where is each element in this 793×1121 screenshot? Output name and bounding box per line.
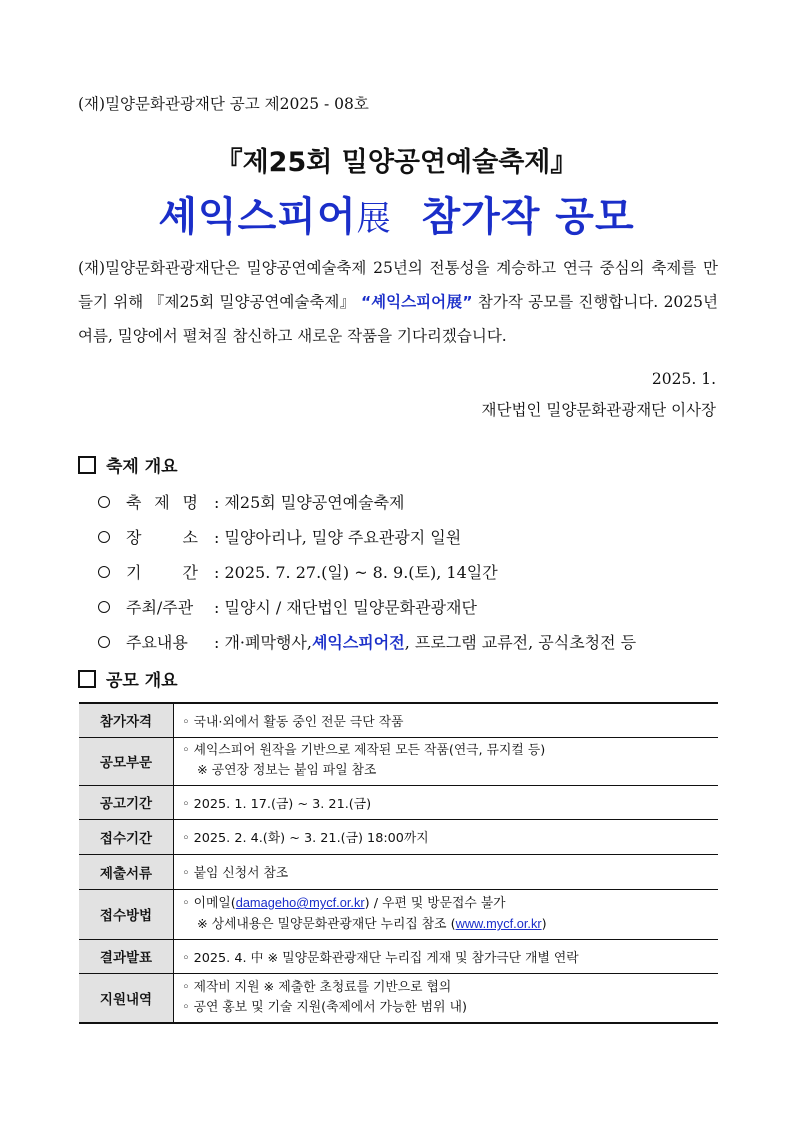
circle-bullet-icon [98, 601, 110, 613]
table-value [174, 737, 719, 785]
intro-part1: (재)밀양문화관광재단은 밀양공연예술축제 25년의 전통성을 계승하고 연극 중심의 축제를 만들기 위해 『제25회 밀양공연예술축제』 [78, 259, 718, 311]
overview-label: 축 제 명 [126, 493, 198, 512]
overview-value: : 밀양시 / 재단법인 밀양문화관광재단 [214, 598, 477, 617]
table-row [79, 973, 718, 1023]
table-row [79, 785, 718, 819]
table-value-line: ◦ 공연 홍보 및 기술 지원(축제에서 가능한 범위 내) [182, 999, 467, 1015]
table-row [79, 889, 718, 939]
list-item [98, 624, 738, 659]
list-item [98, 589, 738, 624]
text-fragment: ) [541, 917, 547, 932]
call-title-main: 셰익스피어 [158, 194, 357, 240]
section-heading-text: 공모 개요 [106, 671, 178, 691]
call-overview-table [79, 702, 718, 1024]
table-row [79, 737, 718, 785]
table-value-line: ◦ 셰익스피어 원작을 기반으로 제작된 모든 작품(연극, 뮤지컬 등) [182, 743, 546, 758]
signer: 재단법인 밀양문화관광재단 이사장 [481, 401, 716, 419]
circle-bullet-icon [98, 636, 110, 648]
table-label: 공모부문 [79, 737, 174, 785]
overview-value-highlight: 셰익스피어전 [311, 633, 405, 652]
call-title [0, 185, 793, 242]
table-value: ◦ 2025. 1. 17.(금) ~ 3. 21.(금) [174, 785, 719, 819]
overview-label: 주최/주관 [126, 598, 194, 617]
table-value: ◦ 2025. 4. 中 ※ 밀양문화관광재단 누리집 게재 및 참가극단 개별 연락 [174, 939, 719, 973]
text-fragment: ※ 상세내용은 밀양문화관광재단 누리집 참조 ( [197, 917, 456, 932]
section-festival-overview-heading [78, 452, 178, 477]
table-value [174, 889, 719, 939]
circle-bullet-icon [98, 496, 110, 508]
table-label: 제출서류 [79, 854, 174, 889]
table-row [79, 939, 718, 973]
intro-paragraph [78, 251, 718, 353]
table-label: 결과발표 [79, 939, 174, 973]
table-value [174, 973, 719, 1023]
table-label: 지원내역 [79, 973, 174, 1023]
list-item [98, 519, 738, 554]
checkbox-square-icon [78, 670, 96, 688]
table-value: ◦ 붙임 신청서 참조 [174, 854, 719, 889]
table-label: 공고기간 [79, 785, 174, 819]
table-row [79, 819, 718, 854]
list-item [98, 484, 738, 519]
section-heading-text: 축제 개요 [106, 457, 178, 477]
table-label: 참가자격 [79, 703, 174, 737]
email-link[interactable]: damageho@mycf.or.kr [235, 895, 365, 910]
section-call-overview-heading [78, 666, 178, 691]
notice-number: (재)밀양문화관광재단 공고 제2025 - 08호 [78, 95, 369, 113]
text-fragment: ) / 우편 및 방문접수 불가 [364, 896, 506, 911]
table-value: ◦ 2025. 2. 4.(화) ~ 3. 21.(금) 18:00까지 [174, 819, 719, 854]
text-fragment: ◦ 이메일( [182, 896, 236, 911]
overview-label: 주요내용 [126, 633, 188, 652]
table-value: ◦ 국내·외에서 활동 중인 전문 극단 작품 [174, 703, 719, 737]
overview-value: : 제25회 밀양공연예술축제 [214, 493, 405, 512]
checkbox-square-icon [78, 456, 96, 474]
website-link[interactable]: www.mycf.or.kr [455, 916, 542, 931]
intro-part2: 참가작 공모를 진행합니다. 2025년 여름, 밀양에서 펼쳐질 참신하고 새로운 작품을 기다리겠습니다. [78, 293, 718, 345]
table-row [79, 854, 718, 889]
festival-overview-list [98, 484, 738, 659]
table-label: 접수기간 [79, 819, 174, 854]
table-row [79, 703, 718, 737]
table-value-line: ◦ 제작비 지원 ※ 제출한 초청료를 기반으로 협의 [182, 979, 452, 995]
overview-value: : 2025. 7. 27.(일) ~ 8. 9.(토), 14일간 [214, 563, 498, 582]
circle-bullet-icon [98, 531, 110, 543]
table-label: 접수방법 [79, 889, 174, 939]
overview-label: 장 소 [126, 528, 198, 547]
list-item [98, 554, 738, 589]
table-value-line [182, 893, 718, 914]
festival-title: 『제25회 밀양공연예술축제』 [215, 147, 578, 178]
overview-value: : 밀양아리나, 밀양 주요관광지 일원 [214, 528, 462, 547]
notice-date: 2025. 1. [651, 370, 716, 388]
overview-label: 기 간 [126, 563, 198, 582]
table-value-note [182, 914, 718, 935]
circle-bullet-icon [98, 566, 110, 578]
call-title-zhan: 展 [356, 199, 392, 239]
table-value-note: ※ 공연장 정보는 붙임 파일 참조 [197, 763, 377, 778]
overview-value: : 개·폐막행사, [214, 633, 312, 652]
overview-value: , 프로그램 교류전, 공식초청전 등 [404, 633, 637, 652]
call-title-rest: 참가작 공모 [421, 194, 635, 240]
intro-highlight: “셰익스피어展” [360, 293, 473, 311]
